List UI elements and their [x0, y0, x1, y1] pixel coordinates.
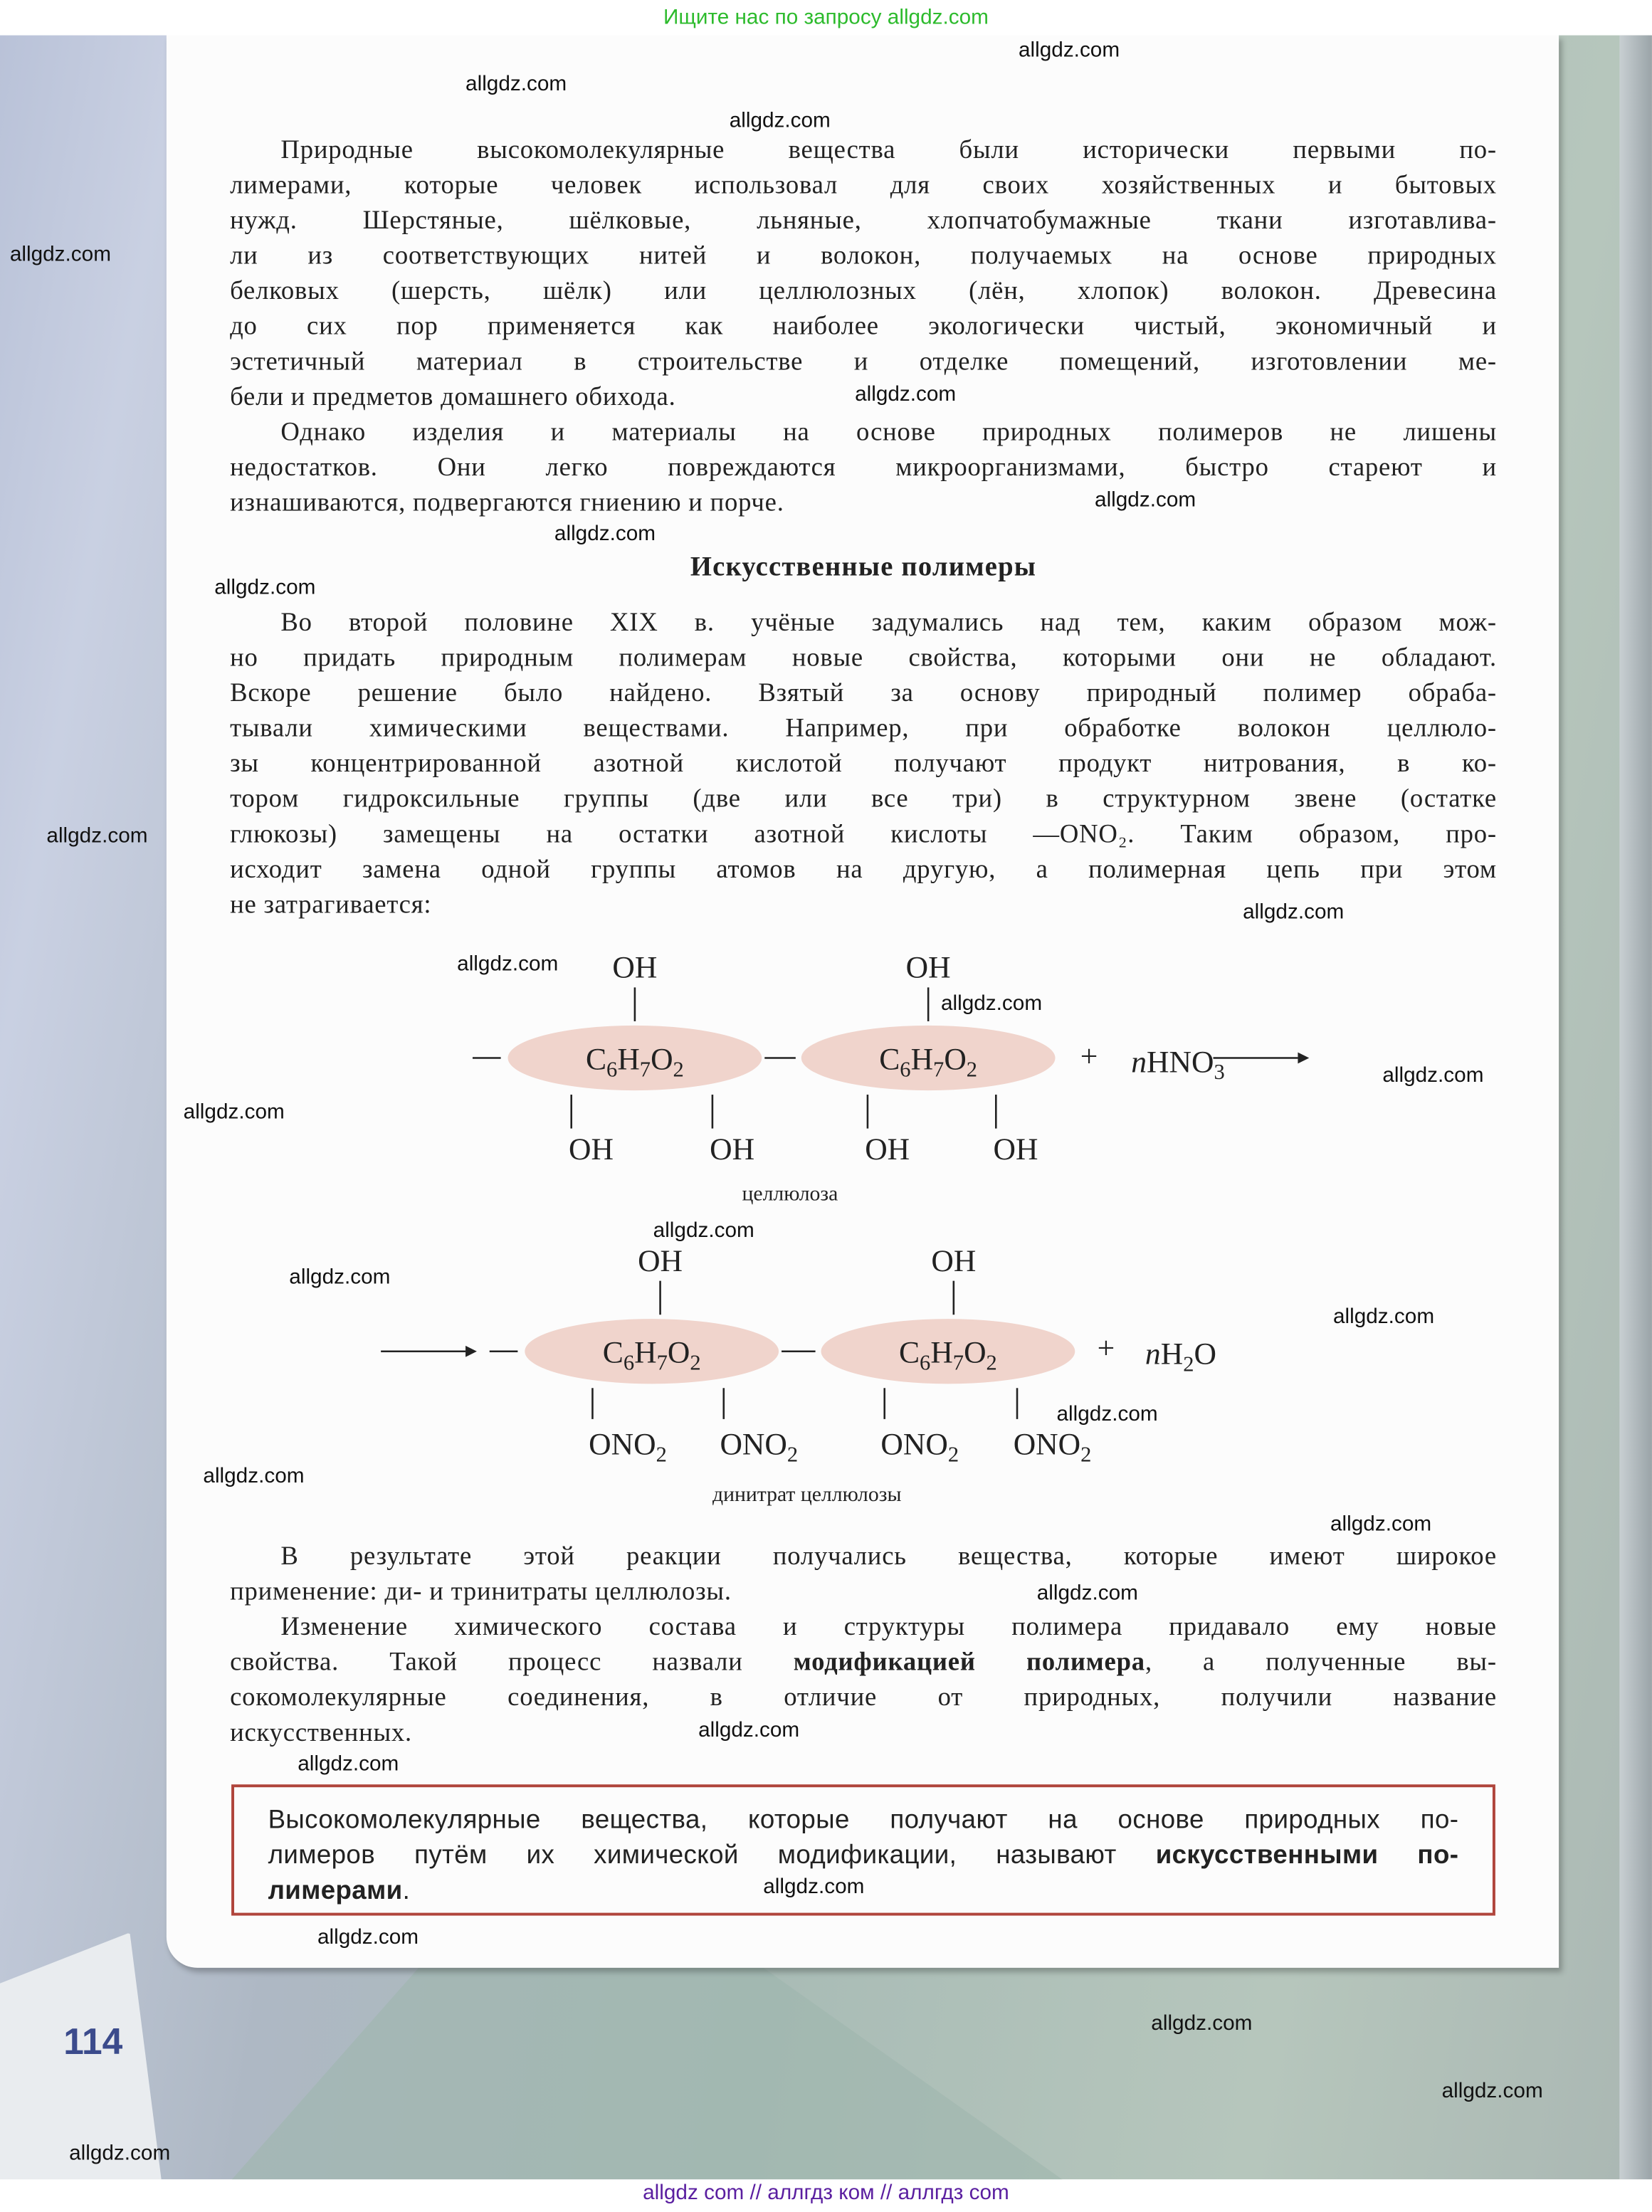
watermark: allgdz.com [1019, 38, 1120, 63]
hydroxyl-group: OH [710, 1132, 755, 1167]
monomer-unit-formula: $C_6H_7O_2$ [879, 1042, 978, 1082]
page-number: 114 [63, 2020, 123, 2063]
text-line: недостатков. Они легко повреждаются микроорганизмами, быстро стареют и [230, 454, 1497, 483]
paragraph-4 [230, 1540, 1497, 1752]
hydroxyl-group: OH [905, 950, 951, 985]
top-banner[interactable]: Ищите нас по запросу allgdz.com [0, 0, 1652, 36]
plus-sign: + [1080, 1039, 1098, 1074]
plus-sign: + [1097, 1331, 1115, 1366]
reaction-arrow-head [1298, 1053, 1309, 1064]
text-line: тывали химическими веществами. Например, при обработке волокон целлюло- [230, 715, 1497, 744]
term-artificial-polymers: искусственными по- [1155, 1839, 1459, 1870]
hydroxyl-group: OH [568, 1132, 614, 1167]
text-line: применение: ди- и тринитраты целлюлозы. [230, 1578, 732, 1607]
text-line: искусственных. [230, 1719, 413, 1748]
watermark: allgdz.com [465, 72, 567, 96]
watermark: allgdz.com [1441, 2079, 1543, 2104]
watermark: allgdz.com [855, 382, 957, 406]
watermark: allgdz.com [289, 1265, 391, 1290]
term-artificial-polymers-end: лимерами [268, 1875, 403, 1905]
water-byproduct: $nH_2O$ [1145, 1337, 1216, 1376]
text-line: до сих пор применяется как наиболее экологически чистый, экономичный и [230, 313, 1497, 342]
text-line: Высокомолекулярные вещества, которые получают на основе природных по- [268, 1803, 1459, 1834]
text-line: Природные высокомолекулярные вещества были исторически первыми по- [280, 137, 1497, 165]
text-line: но придать природным полимерам новые свойства, которыми они не обладают. [230, 644, 1497, 673]
hydroxyl-group: OH [638, 1243, 683, 1278]
watermark: allgdz.com [9, 242, 111, 267]
text-line: эстетичный материал в строительстве и отделке помещений, изготовлении ме- [230, 348, 1497, 377]
monomer-unit-formula: $C_6H_7O_2$ [602, 1335, 701, 1375]
watermark: allgdz.com [1382, 1063, 1484, 1088]
text-line: Изменение химического состава и структуры полимера придавало ему новые [280, 1613, 1497, 1643]
watermark: allgdz.com [1036, 1581, 1138, 1606]
watermark: allgdz.com [1056, 1402, 1158, 1426]
text-line: бели и предметов домашнего обихода. [230, 384, 676, 412]
text-line: В результате этой реакции получались вещества, которые имеют широкое [280, 1543, 1497, 1571]
text-line: лимерами, которые человек использовал для своих хозяйственных и бытовых [230, 172, 1497, 201]
monomer-unit-formula: $C_6H_7O_2$ [898, 1335, 997, 1375]
watermark: allgdz.com [69, 2141, 171, 2166]
watermark: allgdz.com [698, 1718, 800, 1742]
text-line: зы концентрированной азотной кислотой получают продукт нитрования, в ко- [230, 750, 1497, 779]
reaction-arrow-head [465, 1346, 477, 1357]
text-line: лимеров путём их химической модификации, называют искусственными по- [268, 1839, 1459, 1870]
hydroxyl-group: OH [993, 1132, 1038, 1167]
cellulose-label: целлюлоза [742, 1182, 838, 1206]
term-polymer-modification: модификацией полимера [793, 1648, 1145, 1678]
watermark: allgdz.com [1151, 2011, 1253, 2036]
text-line: глюкозы) замещены на остатки азотной кислоты —ONO₂. Таким образом, про- [230, 821, 1497, 850]
watermark: allgdz.com [46, 823, 148, 848]
cellulose-dinitrate-label: динитрат целлюлозы [712, 1482, 902, 1506]
nitric-acid-reagent: nHNO$_3$ [1131, 1045, 1225, 1085]
hydroxyl-group: OH [865, 1132, 910, 1167]
section-heading: Искусственные полимеры [690, 552, 1037, 583]
monomer-unit-formula: $C_6H_7O_2$ [585, 1042, 684, 1082]
watermark: allgdz.com [653, 1218, 754, 1243]
text-line: исходит замена одной группы атомов на другую, а полимерная цепь при этом [230, 856, 1497, 885]
text-line: изнашиваются, подвергаются гниению и порче. [230, 489, 784, 518]
text-line: не затрагивается: [230, 891, 432, 920]
text-line: нужд. Шерстяные, шёлковые, льняные, хлопчатобумажные ткани изготавлива- [230, 207, 1497, 236]
watermark: allgdz.com [1243, 900, 1345, 925]
text-line: Вскоре решение было найдено. Взятый за основу природный полимер обраба- [230, 680, 1497, 708]
watermark: allgdz.com [298, 1752, 399, 1776]
watermark: allgdz.com [729, 108, 831, 133]
watermark: allgdz.com [317, 1925, 419, 1950]
watermark: allgdz.com [554, 522, 656, 547]
watermark: allgdz.com [1330, 1512, 1432, 1537]
text-line: свойства. Такой процесс назвали модификацией полимера, а полученные вы- [230, 1648, 1497, 1678]
watermark: allgdz.com [940, 991, 1043, 1016]
nitro-ester-group: $ONO_2$ [1013, 1427, 1092, 1467]
text-line: лимерами. [268, 1875, 411, 1905]
watermark: allgdz.com [214, 575, 316, 600]
watermark: allgdz.com [1095, 488, 1196, 512]
bottom-banner[interactable]: allgdz com // аллгдз ком // аллгдз com [0, 2179, 1652, 2212]
nitro-ester-group: $ONO_2$ [720, 1427, 799, 1467]
hydroxyl-group: OH [931, 1243, 977, 1278]
watermark: allgdz.com [1332, 1305, 1435, 1329]
watermark: allgdz.com [203, 1464, 305, 1489]
text-line: тором гидроксильные группы (две или все три) в структурном звене (остатке [230, 785, 1497, 814]
nitro-ester-group: $ONO_2$ [880, 1427, 959, 1467]
watermark: allgdz.com [183, 1100, 285, 1125]
text-line: белковых (шерсть, шёлк) или целлюлозных (лён, хлопок) волокон. Древесина [230, 278, 1497, 307]
text-line: ли из соответствующих нитей и волокон, получаемых на основе природных [230, 242, 1497, 271]
nitro-ester-group: $ONO_2$ [589, 1427, 667, 1467]
watermark: allgdz.com [763, 1875, 865, 1899]
text-line: Однако изделия и материалы на основе природных полимеров не лишены [280, 418, 1497, 448]
hydroxyl-group: OH [612, 950, 658, 985]
watermark: allgdz.com [457, 952, 559, 976]
text-line: Во второй половине XIX в. учёные задумались над тем, каким образом мож- [280, 609, 1497, 638]
text-line: сокомолекулярные соединения, в отличие от природных, получили название [230, 1684, 1497, 1713]
